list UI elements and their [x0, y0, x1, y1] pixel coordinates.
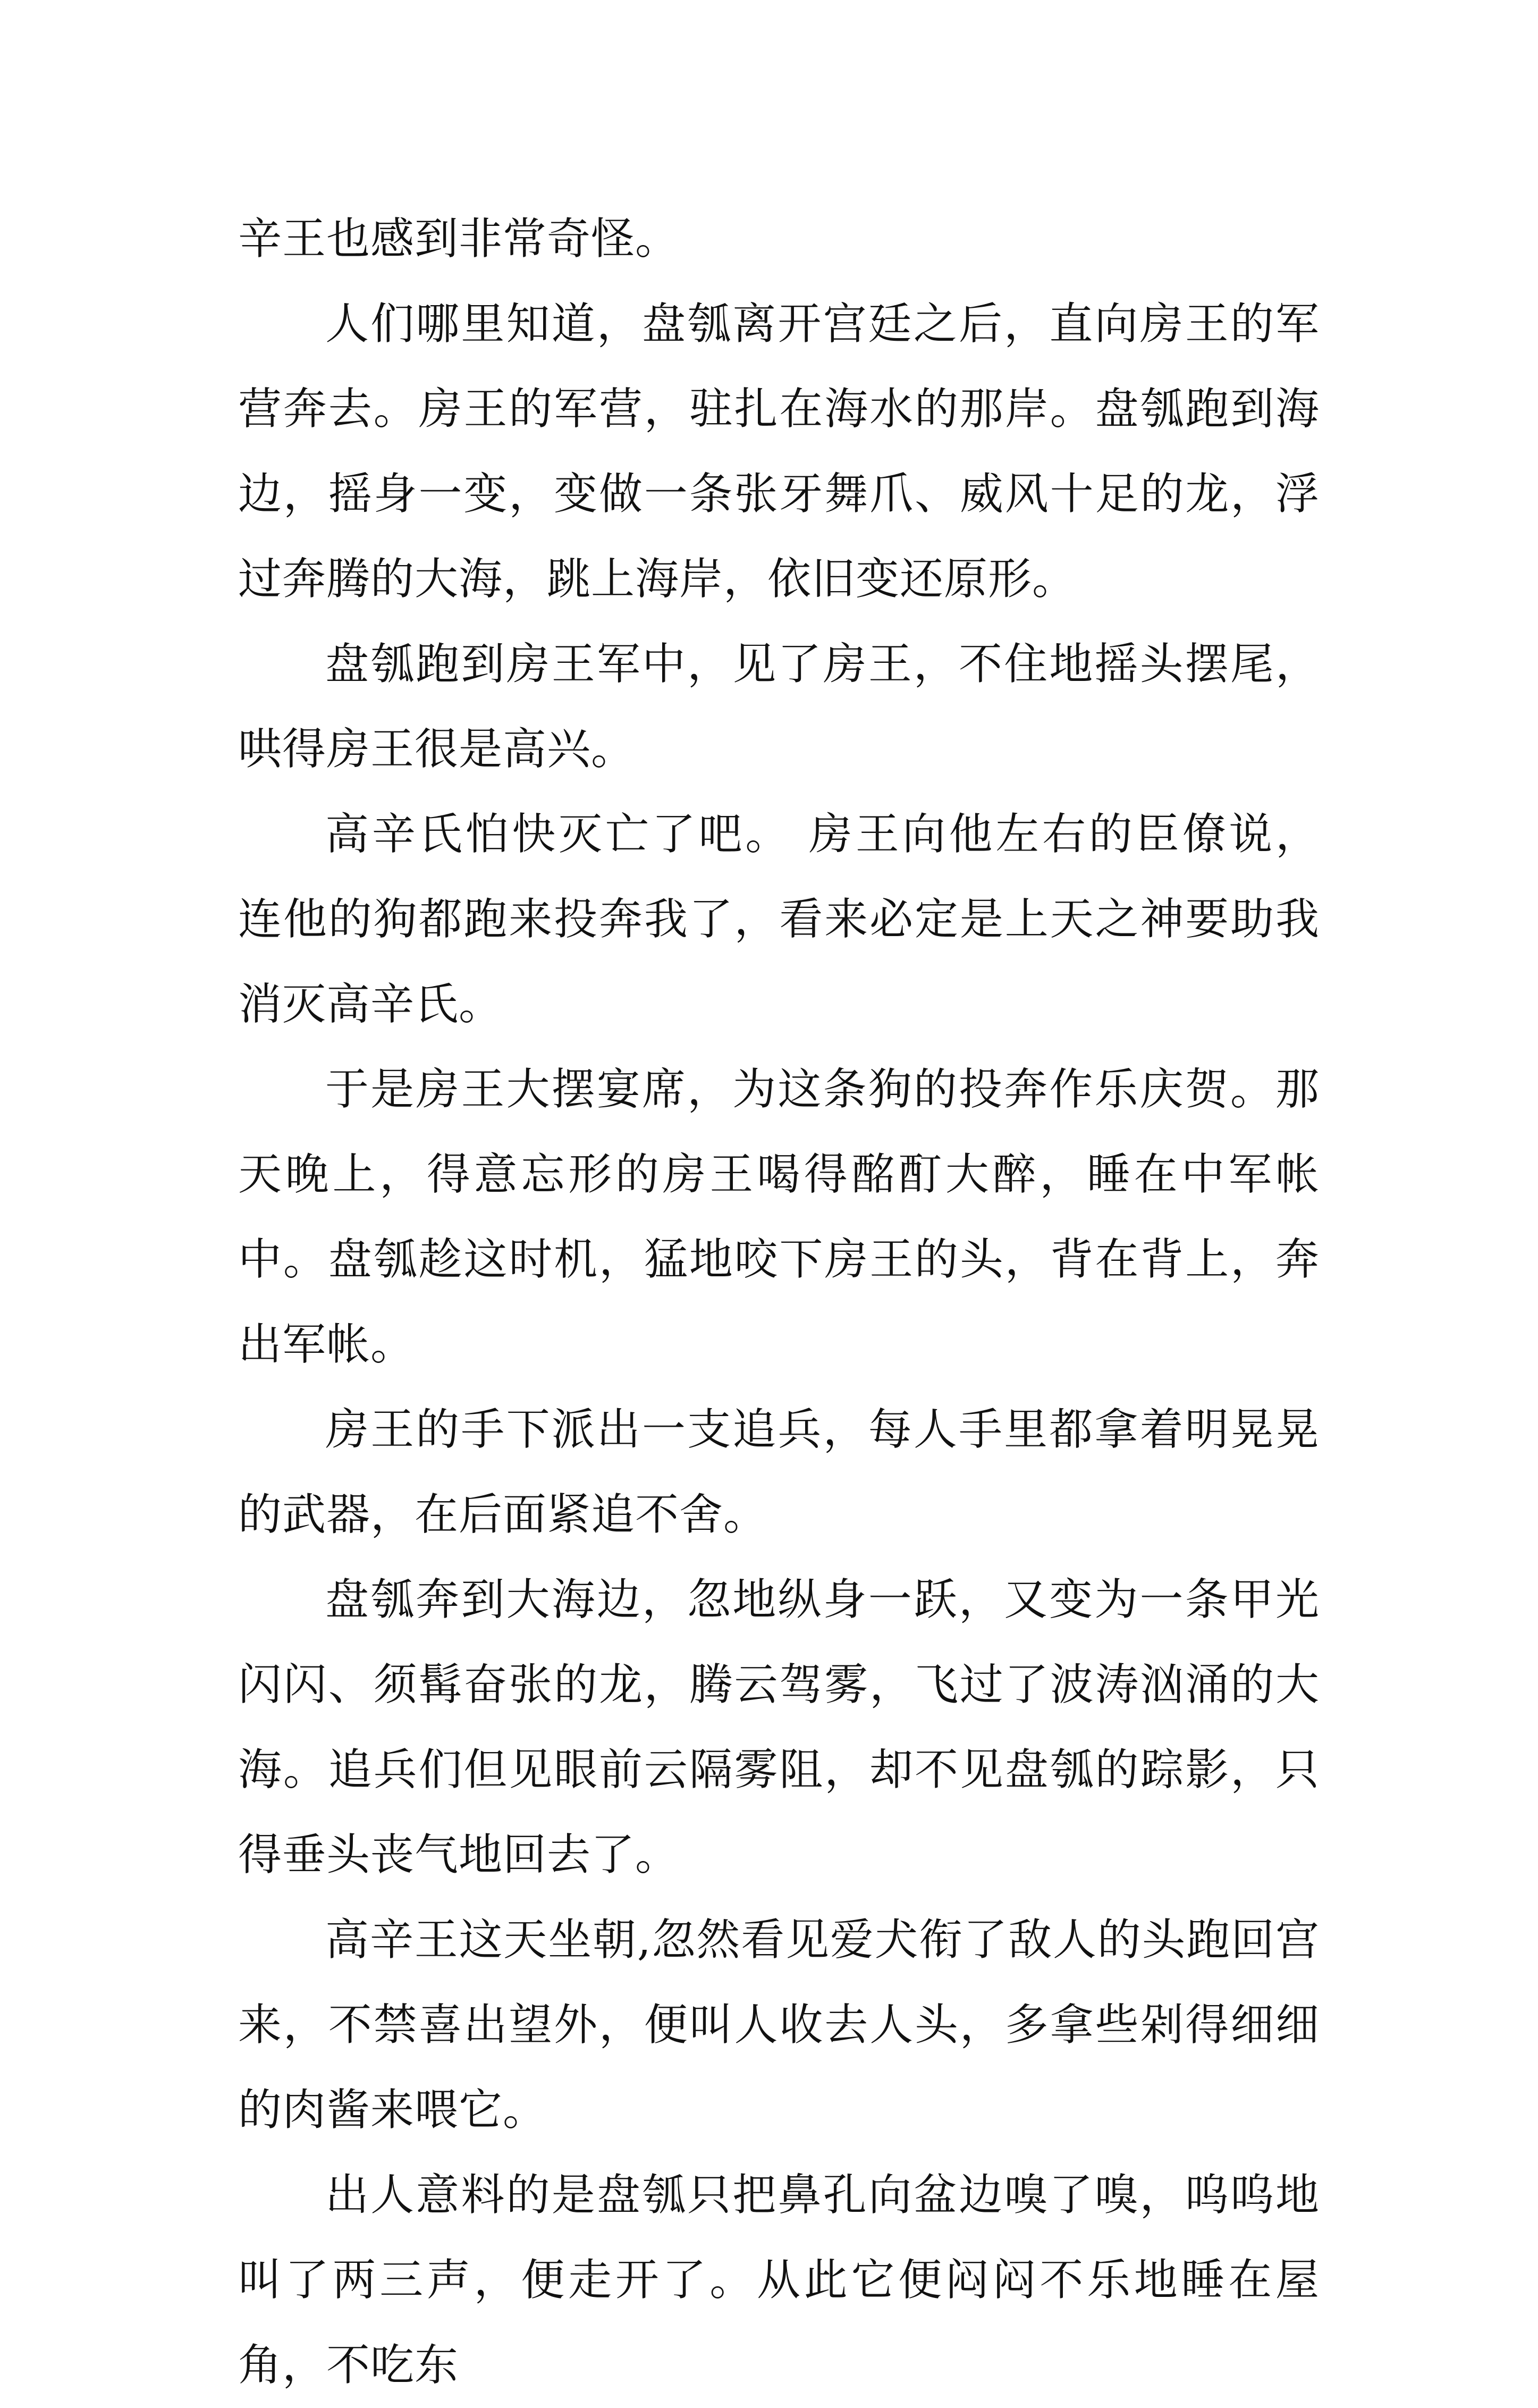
paragraph: 盘瓠跑到房王军中，见了房王，不住地摇头摆尾，哄得房王很是高兴。: [238, 639, 1320, 774]
paragraph: 高辛氏怕快灭亡了吧。 房王向他左右的臣僚说， 连他的狗都跑来投奔我了，看来必定是上天之神要助我消灭高辛氏。: [238, 809, 1320, 1030]
paragraph: 于是房王大摆宴席，为这条狗的投奔作乐庆贺。那天晚上，得意忘形的房王喝得酩酊大醉，睡在中军帐中。盘瓠趁这时机，猛地咬下房王的头，背在背上，奔出军帐。: [238, 1064, 1320, 1370]
paragraph: 人们哪里知道，盘瓠离开宫廷之后，直向房王的军营奔去。房王的军营，驻扎在海水的那岸。盘瓠跑到海边，摇身一变，变做一条张牙舞爪、威风十足的龙，浮过奔腾的大海，跳上海岸，依旧变还原形。: [238, 299, 1320, 604]
paragraph: 出人意料的是盘瓠只把鼻孔向盆边嗅了嗅，呜呜地叫了两三声，便走开了。从此它便闷闷不乐地睡在屋角，不吃东: [238, 2170, 1320, 2390]
paragraph: 房王的手下派出一支追兵，每人手里都拿着明晃晃的武器，在后面紧追不舍。: [238, 1404, 1320, 1540]
paragraph: 盘瓠奔到大海边，忽地纵身一跃，又变为一条甲光闪闪、须髯奋张的龙，腾云驾雾，飞过了波涛汹涌的大海。追兵们但见眼前云隔雾阻，却不见盘瓠的踪影，只得垂头丧气地回去了。: [238, 1575, 1320, 1880]
document-body: [238, 197, 1320, 2408]
paragraph: 辛王也感到非常奇怪。: [238, 214, 680, 264]
paragraph: 高辛王这天坐朝,忽然看见爱犬衔了敌人的头跑回宫来，不禁喜出望外，便叫人收去人头，多拿些剁得细细的肉酱来喂它。: [238, 1915, 1320, 2135]
